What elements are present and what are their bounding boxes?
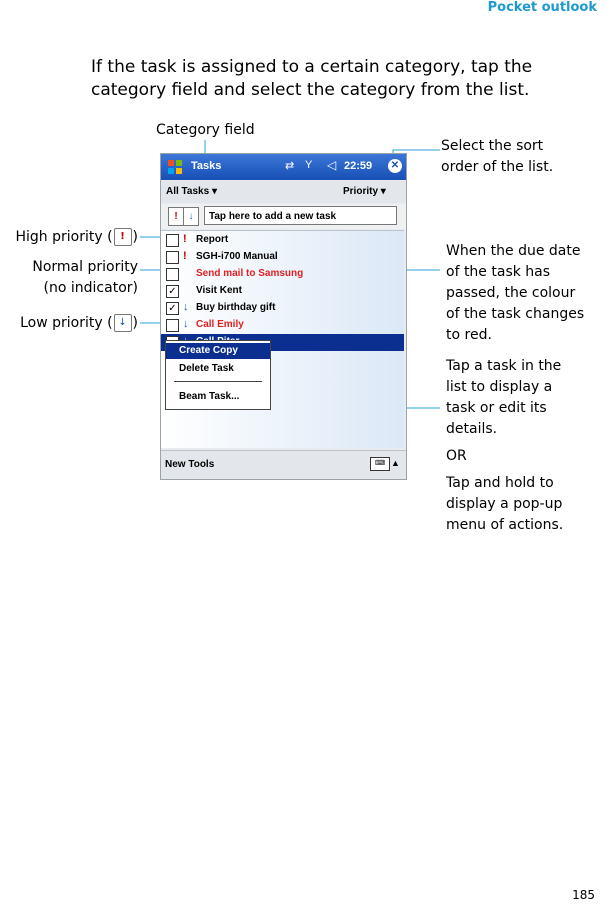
- task-checkbox[interactable]: ✓: [166, 285, 179, 298]
- high-priority-annotation: High priority ( ! ): [15, 229, 138, 245]
- entry-bar: [161, 204, 406, 229]
- task-checkbox[interactable]: [166, 319, 179, 332]
- connectivity-icon[interactable]: ⇄: [285, 160, 295, 172]
- title-bar: [161, 154, 406, 180]
- sort-order-annotation: Select the sort order of the list.: [441, 138, 554, 175]
- task-name: Visit Kent: [196, 285, 242, 296]
- intro-paragraph: If the task is assigned to a certain category, tap the category field and select the category from the list.: [91, 57, 533, 100]
- task-list: [161, 230, 404, 448]
- task-row[interactable]: [161, 232, 404, 249]
- menu-bar: [161, 450, 406, 479]
- page-header: Pocket outlook: [487, 0, 597, 15]
- task-checkbox[interactable]: [166, 268, 179, 281]
- windows-start-icon[interactable]: [166, 158, 184, 176]
- sort-dropdown[interactable]: Priority ▾: [343, 186, 386, 197]
- tap-hold-annotation: Tap and hold to display a pop-up menu of actions.: [446, 475, 564, 533]
- signal-icon[interactable]: Y: [305, 159, 313, 171]
- or-annotation: OR: [446, 448, 467, 464]
- due-date-annotation: When the due date of the task has passed, the colour of the task changes to red.: [446, 243, 585, 343]
- keyboard-icon[interactable]: ⌨: [370, 457, 390, 471]
- filter-bar: [161, 181, 406, 203]
- down-arrow-icon: ↓: [183, 301, 189, 313]
- task-name: Buy birthday gift: [196, 302, 276, 313]
- low-priority-button[interactable]: ↓: [183, 207, 199, 226]
- new-task-input[interactable]: Tap here to add a new task: [204, 206, 397, 225]
- down-arrow-icon: ↓: [183, 318, 189, 330]
- low-priority-annotation: Low priority ( ↓ ): [20, 315, 138, 331]
- create-copy-menu-item[interactable]: Create Copy: [166, 343, 270, 359]
- close-button[interactable]: ✕: [388, 159, 402, 173]
- context-menu: [165, 340, 271, 410]
- chevron-up-icon[interactable]: ▲: [391, 458, 400, 468]
- exclamation-icon: !: [114, 228, 132, 246]
- delete-task-menu-item[interactable]: Delete Task: [179, 363, 234, 374]
- task-row[interactable]: [161, 249, 404, 266]
- tap-task-annotation: Tap a task in the list to display a task or edit its details.: [446, 358, 562, 437]
- task-checkbox[interactable]: [166, 234, 179, 247]
- high-priority-button[interactable]: !: [168, 207, 184, 226]
- exclamation-icon: !: [183, 250, 187, 262]
- menu-bar-items[interactable]: New Tools: [165, 459, 215, 470]
- task-row[interactable]: [161, 317, 404, 334]
- page-number: 185: [572, 888, 595, 902]
- down-arrow-icon: ↓: [114, 314, 132, 332]
- task-row[interactable]: [161, 300, 404, 317]
- task-name: Call Emily: [196, 319, 244, 330]
- exclamation-icon: !: [183, 233, 187, 245]
- category-dropdown[interactable]: All Tasks ▾: [166, 186, 217, 197]
- category-field-annotation: Category field: [156, 122, 255, 138]
- task-checkbox[interactable]: ✓: [166, 302, 179, 315]
- menu-divider: [174, 381, 262, 382]
- normal-priority-annotation: Normal priority (no indicator): [32, 259, 138, 296]
- beam-task-menu-item[interactable]: Beam Task...: [179, 391, 240, 402]
- task-name: SGH-i700 Manual: [196, 251, 278, 262]
- app-title: Tasks: [191, 160, 222, 172]
- device-screen: [160, 153, 407, 480]
- task-checkbox[interactable]: [166, 251, 179, 264]
- task-row[interactable]: [161, 266, 404, 283]
- task-row[interactable]: [161, 283, 404, 300]
- clock[interactable]: 22:59: [344, 160, 373, 172]
- volume-icon[interactable]: ◁: [327, 158, 337, 172]
- task-name: Send mail to Samsung: [196, 268, 304, 279]
- task-name: Report: [196, 234, 229, 245]
